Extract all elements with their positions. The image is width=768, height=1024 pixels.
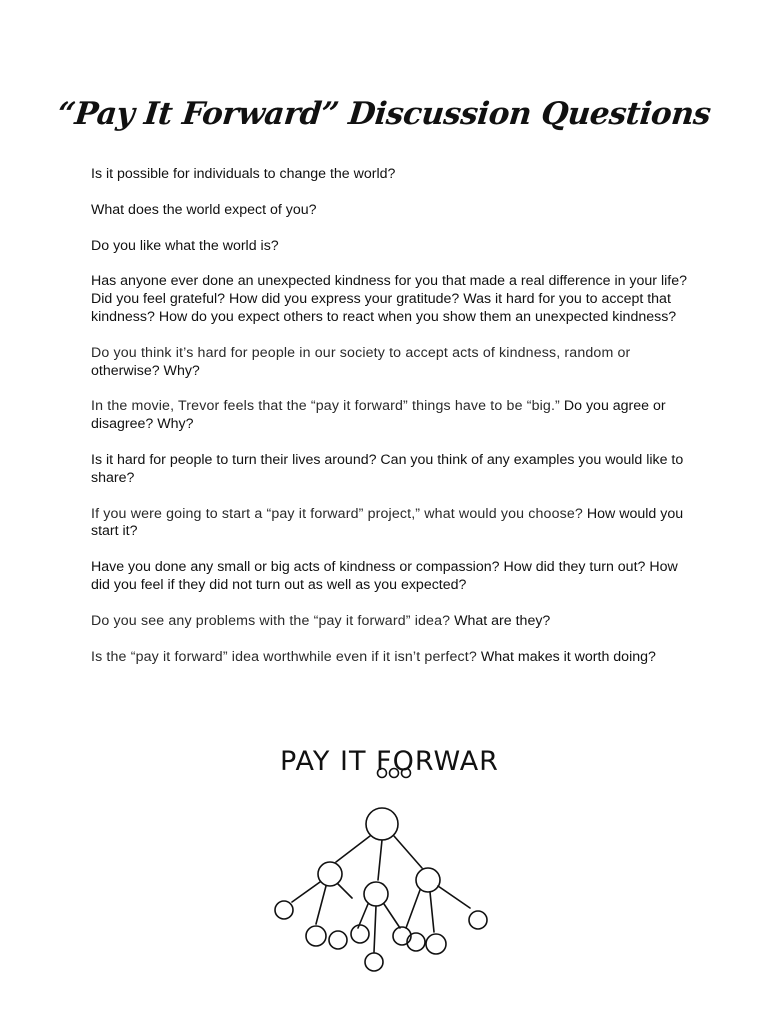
connector-line <box>406 890 420 928</box>
question-item <box>91 273 691 326</box>
question-item <box>91 559 691 595</box>
sketch-caption: PAY IT FORWARD <box>280 746 500 777</box>
question-lead-text: If you were going to start a “pay it forward” project,” what would you choose? <box>91 505 583 522</box>
level-three-node <box>306 926 326 946</box>
level-two-node <box>364 882 388 906</box>
question-text: Have you done any small or big acts of kindness or compassion? How did they turn out? How did you feel if they did not turn out as well as you expected? <box>91 559 678 593</box>
level-three-node <box>351 925 369 943</box>
connector-line <box>438 886 470 908</box>
connector-line <box>338 884 352 898</box>
question-item <box>91 506 691 542</box>
connector-line <box>292 882 320 902</box>
question-item <box>91 613 691 631</box>
page-title: “Pay It Forward” Discussion Questions <box>55 96 713 132</box>
level-three-node <box>329 931 347 949</box>
connector-line <box>430 892 434 932</box>
connector-line <box>374 906 376 952</box>
question-text: What are they? <box>450 612 551 629</box>
question-lead-text: Do you think it’s hard for people in our society to accept acts of kindness, random or <box>91 344 631 361</box>
level-two-node <box>318 862 342 886</box>
question-text: What makes it worth doing? <box>476 648 656 665</box>
question-item <box>91 166 691 184</box>
level-three-node <box>365 953 383 971</box>
question-item <box>91 398 691 434</box>
question-item <box>91 238 691 256</box>
question-text: Do you like what the world is? <box>91 237 279 254</box>
question-item <box>91 452 691 488</box>
connector-line <box>394 836 422 868</box>
connector-line <box>336 836 370 862</box>
question-text: How would you start it? <box>91 505 684 540</box>
level-three-node <box>426 934 446 954</box>
question-text: Do you agree or disagree? Why? <box>91 398 666 433</box>
question-item <box>91 345 691 381</box>
question-lead-text: Is the “pay it forward” idea worthwhile even if it isn’t perfect? <box>91 648 477 665</box>
question-item <box>91 649 691 667</box>
connector-line <box>384 904 400 928</box>
pay-it-forward-sketch <box>270 732 500 982</box>
question-text: What does the world expect of you? <box>91 201 317 218</box>
level-three-node <box>275 901 293 919</box>
question-list <box>91 166 691 684</box>
connector-line <box>378 840 382 880</box>
root-node <box>366 808 398 840</box>
level-two-node <box>416 868 440 892</box>
question-text: Is it possible for individuals to change the world? <box>91 166 396 182</box>
level-three-node <box>469 911 487 929</box>
question-text: otherwise? Why? <box>91 362 200 379</box>
question-lead-text: In the movie, Trevor feels that the “pay it forward” things have to be “big.” <box>91 398 560 415</box>
question-lead-text: Do you see any problems with the “pay it forward” idea? <box>91 612 451 629</box>
question-text: Has anyone ever done an unexpected kindness for you that made a real difference in your life? Did you feel grateful? How did you express your gratitude? Was it hard for you to accept that kindness? How do you expect others to react when you show them an unexpected kindness? <box>91 273 687 325</box>
question-item <box>91 202 691 220</box>
question-text: Is it hard for people to turn their lives around? Can you think of any examples you would like to share? <box>91 451 684 486</box>
tree-diagram-illustration <box>270 732 500 982</box>
connector-line <box>316 886 326 924</box>
